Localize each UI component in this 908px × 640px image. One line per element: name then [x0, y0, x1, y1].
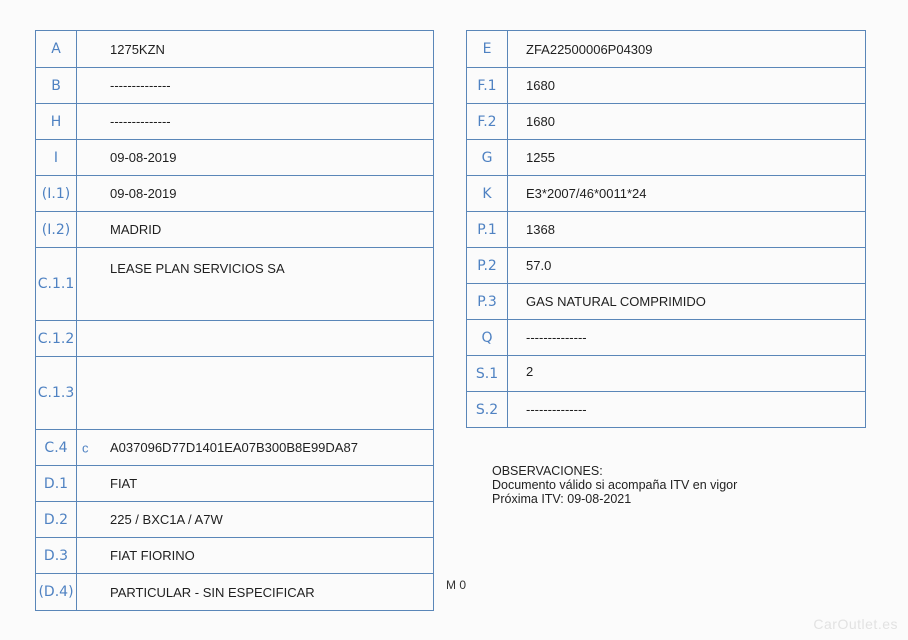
field-row-e: [467, 31, 865, 67]
field-code: Q: [467, 320, 508, 355]
field-value: 09-08-2019: [110, 186, 177, 201]
field-value-c4: [77, 430, 433, 465]
field-code: P.2: [467, 248, 508, 283]
field-code: A: [36, 31, 77, 67]
field-code: D.3: [36, 538, 77, 573]
field-code: (I.1): [36, 176, 77, 211]
field-row-i2: [36, 211, 433, 247]
left-fields-table: [35, 30, 434, 611]
field-row-i: [36, 139, 433, 175]
field-code: E: [467, 31, 508, 67]
field-row-i1: [36, 175, 433, 211]
field-value: --------------: [110, 78, 171, 93]
field-row-c11: [36, 247, 433, 320]
field-value: E3*2007/46*0011*24: [526, 186, 647, 201]
field-row-d3: [36, 537, 433, 573]
field-code: I: [36, 140, 77, 175]
field-code: F.1: [467, 68, 508, 103]
field-code: B: [36, 68, 77, 103]
field-code: P.3: [467, 284, 508, 319]
field-code: C.1.1: [36, 248, 77, 320]
field-value: 09-08-2019: [110, 150, 177, 165]
field-value: FIAT: [110, 476, 138, 491]
field-code: (I.2): [36, 212, 77, 247]
field-value: --------------: [110, 114, 171, 129]
field-row-f2: [467, 103, 865, 139]
field-row-g: [467, 139, 865, 175]
watermark: CarOutlet.es: [813, 616, 898, 632]
field-value: 225 / BXC1A / A7W: [110, 512, 223, 527]
field-value: PARTICULAR - SIN ESPECIFICAR: [110, 584, 315, 600]
field-row-p1: [467, 211, 865, 247]
field-value: 1275KZN: [110, 41, 165, 57]
field-row-b: [36, 67, 433, 103]
right-fields-table: [466, 30, 866, 428]
field-row-p3: [467, 283, 865, 319]
field-value: 57.0: [526, 258, 552, 273]
field-value: --------------: [526, 402, 587, 417]
field-code: F.2: [467, 104, 508, 139]
field-value: 2: [526, 364, 534, 379]
field-row-c13: [36, 356, 433, 429]
field-value: GAS NATURAL COMPRIMIDO: [526, 294, 706, 309]
field-row-k: [467, 175, 865, 211]
field-code: K: [467, 176, 508, 211]
field-value: MADRID: [110, 222, 162, 237]
field-value: 1255: [526, 150, 555, 165]
field-value: [77, 357, 433, 429]
field-code: D.1: [36, 466, 77, 501]
field-row-p2: [467, 247, 865, 283]
field-value: FIAT FIORINO: [110, 548, 195, 563]
field-value: 1680: [526, 114, 555, 129]
field-value: [77, 321, 433, 356]
field-code: C.1.2: [36, 321, 77, 356]
field-value: 1680: [526, 78, 555, 93]
field-code: C.1.3: [36, 357, 77, 429]
field-row-s2: [467, 391, 865, 427]
field-code: C.4: [36, 430, 77, 465]
field-row-c4: [36, 429, 433, 465]
field-code: P.1: [467, 212, 508, 247]
field-code: S.1: [467, 356, 508, 391]
field-value: ZFA22500006P04309: [526, 41, 653, 57]
field-row-h: [36, 103, 433, 139]
field-code: (D.4): [36, 574, 77, 610]
observations-block: [492, 464, 737, 506]
field-value-text: A037096D77D1401EA07B300B8E99DA87: [110, 440, 358, 455]
field-code: S.2: [467, 392, 508, 427]
field-code: D.2: [36, 502, 77, 537]
footer-code: M 0: [446, 578, 467, 592]
field-code: G: [467, 140, 508, 175]
observations-heading: OBSERVACIONES:: [492, 464, 603, 478]
field-row-s1: [467, 355, 865, 391]
field-row-a: [36, 31, 433, 67]
field-row-q: [467, 319, 865, 355]
field-row-d4: [36, 573, 433, 610]
field-row-d1: [36, 465, 433, 501]
field-row-d2: [36, 501, 433, 537]
field-row-c12: [36, 320, 433, 356]
field-row-f1: [467, 67, 865, 103]
field-value: --------------: [526, 330, 587, 345]
field-value: LEASE PLAN SERVICIOS SA: [110, 261, 285, 276]
field-prefix: c: [82, 440, 89, 455]
field-value: 1368: [526, 222, 555, 237]
field-code: H: [36, 104, 77, 139]
observations-line: Próxima ITV: 09-08-2021: [492, 492, 632, 506]
observations-line: Documento válido si acompaña ITV en vigor: [492, 478, 738, 492]
